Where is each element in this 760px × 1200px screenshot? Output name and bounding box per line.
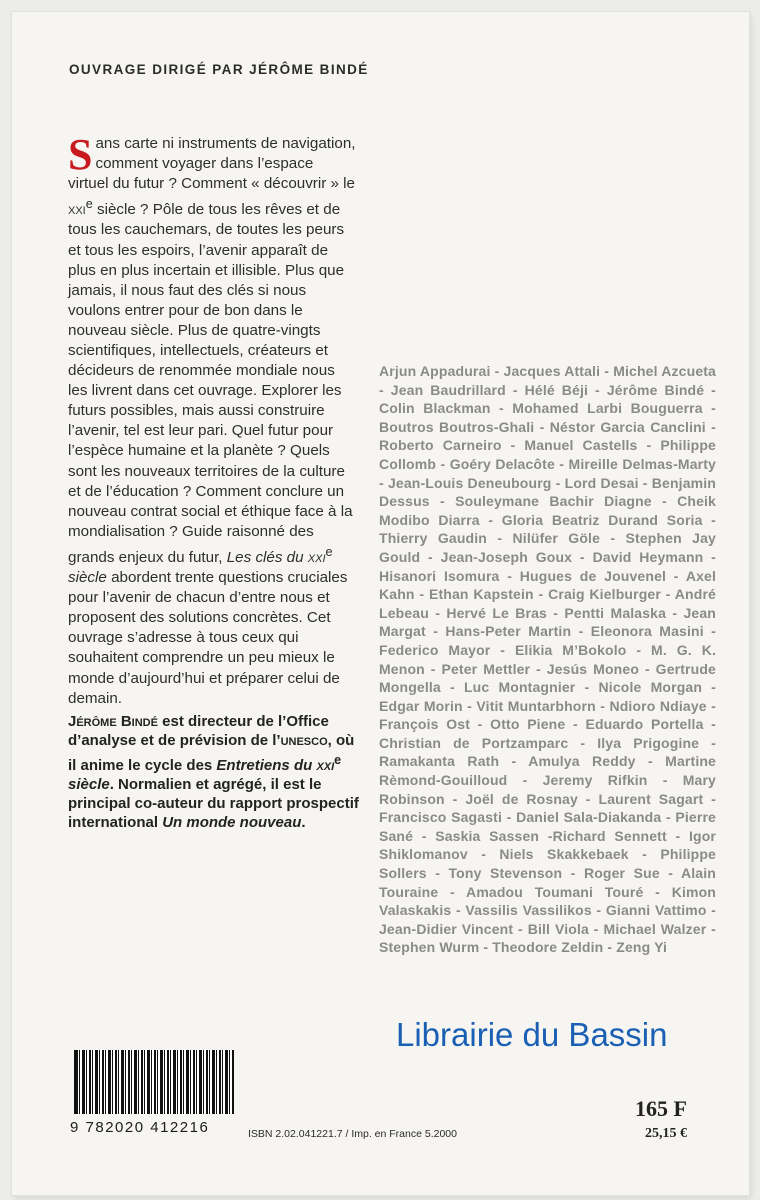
blurb-part-2: siècle ? Pôle de tous les rêves et de tous les cauchemars, de toutes les peurs et tous les espoirs, l’avenir apparaît de plus en plus incertain et illisible. Plus que jamais, il nous faut des clés si nous voulons entrer pour de bon dans le nouveau siècle. Plus de quatre-vingts scientifiques, intellectuels, créateurs et décideurs de renommée mondiale nous les livrent dans cet ouvrage. Explorer les futurs possibles, mais aussi construire l’avenir, tel est leur pari. Quel futur pour l’espèce humaine et la planète ? Quels sont les nouveaux territoires de la culture et de l’éducation ? Comment conclure un nouveau contrat social et éthique face à la mondialisation ? Guide raisonné des grands enjeux du futur, [68, 201, 353, 566]
isbn-line: ISBN 2.02.041221.7 / Imp. en France 5.2000 [248, 1128, 457, 1140]
report-title: Un monde nouveau [162, 814, 302, 832]
bio-text-1: est directeur de l’Office d’analyse et de prévision de l’ [68, 713, 329, 750]
book-title-superscript: e [325, 544, 333, 559]
book-title-part-a: Les clés du [226, 549, 308, 566]
bio-text-3: . Normalien et agrégé, il est le principal co-auteur du rapport prospectif international [68, 775, 359, 832]
bookseller-stamp: Librairie du Bassin [396, 1016, 668, 1053]
organization-name: unesco [280, 732, 328, 750]
contributors-list: Arjun Appadurai - Jacques Attali - Michel Azcueta - Jean Baudrillard - Hélé Béji - Jérôme Bindé - Colin Blackman - Mohamed Larbi Bouguerra - Boutros Boutros-Ghali - Néstor Garcia Canclini - Roberto Carneiro - Manuel Castells - Philippe Collomb - Goéry Delacôte - Mireille Delmas-Marty - Jean-Louis Deneubourg - Lord Desai - Benjamin Dessus - Souleymane Bachir Diagne - Cheik Modibo Diarra - Gloria Beatriz Durand Soria - Thierry Gaudin - Nilüfer Göle - Stephen Jay Gould - Jean-Joseph Goux - David Heymann - Hisanori Isomura - Hugues de Jouvenel - Axel Kahn - Ethan Kapstein - Craig Kielburger - André Lebeau - Hervé Le Bras - Pentti Malaska - Jean Margat - Hans-Peter Martin - Eleonora Masini - Federico Mayor - Elikia M’Bokolo - M. G. K. Menon - Peter Mettler - Jesús Moneo - Gertrude Mongella - Luc Montagnier - Nicole Morgan - Edgar Morin - Vitit Muntarbhorn - Ndioro Ndiaye - François Ost - Otto Piene - Eduardo Portella - Christian de Portzamparc - Ilya Prigogine - Ramakanta Rath - Amulya Reddy - Martine Rèmond-Gouilloud - Jeremy Rifkin - Mary Robinson - Joël de Rosnay - Laurent Sagart - Francisco Sagasti - Daniel Sala-Diakanda - Pierre Sané - Saskia Sassen -Richard Sennett - Igor Shiklomanov - Niels Skakkebaek - Philippe Sollers - Tony Stevenson - Roger Sue - Alain Touraine - Amadou Toumani Touré - Kimon Valaskakis - Vassilis Vassilikos - Gianni Vattimo - Jean-Didier Vincent - Bill Viola - Michael Walzer - Stephen Wurm - Theodore Zeldin - Zeng Yi [379, 363, 716, 956]
series-century: xxi [316, 756, 335, 774]
price-francs: 165 F [635, 1096, 687, 1121]
author-bio [68, 712, 360, 833]
bio-text-2: , où il anime le cycle des [68, 732, 355, 774]
century-numeral: xxi [68, 201, 86, 219]
barcode-digits: 9 782020 412216 [70, 1119, 210, 1136]
series-title-b: siècle [68, 775, 110, 793]
century-superscript: e [85, 197, 93, 212]
back-cover [12, 12, 749, 1195]
blurb-part-1: ans carte ni instruments de navigation, comment voyager dans l’espace virtuel du futur ? Comment « découvrir » le [68, 135, 356, 193]
barcode [74, 1050, 234, 1114]
book-title-part-b: siècle [68, 569, 107, 587]
blurb-text [68, 130, 358, 709]
author-name: Jérôme Bindé [68, 713, 158, 730]
blurb-part-3: abordent trente questions cruciales pour l’avenir de chacun d’entre nous et proposent des solutions concrètes. Cet ouvrage s’adresse à tous ceux qui souhaitent comprendre un peu mieux le monde d’aujourd’hui et préparer celui de demain. [68, 569, 348, 707]
drop-cap: S [68, 130, 93, 179]
book-title-century: xxi [307, 549, 326, 566]
price-euros: 25,15 € [645, 1126, 687, 1141]
editor-credit: OUVRAGE DIRIGÉ PAR JÉRÔME BINDÉ [69, 62, 369, 77]
bio-text-4: . [301, 814, 306, 832]
series-superscript: e [334, 752, 342, 767]
series-title-a: Entretiens du [216, 756, 317, 774]
